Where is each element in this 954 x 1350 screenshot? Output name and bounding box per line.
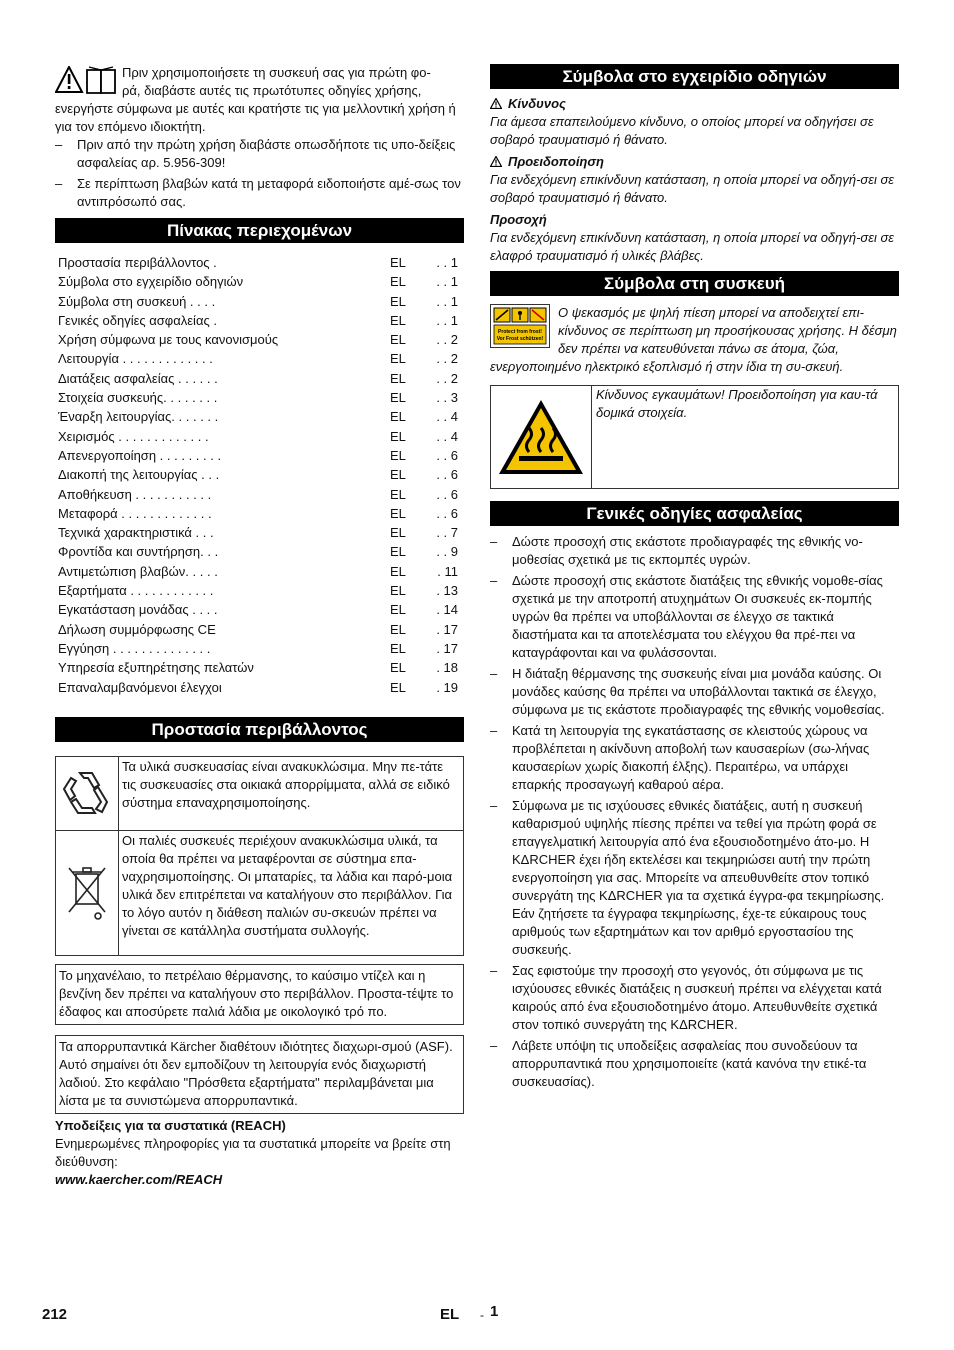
toc-title: Διακοπή της λειτουργίας . . .	[58, 467, 220, 483]
safety-item: – Δώστε προσοχή στις εκάστοτε διατάξεις της εθνικής νομοθε-σίας σχετικά με την αποτροπή ατυχημάτων Οι συσκευές εκ-πομπής υγρών θα πρέπει να υποβάλλονται σε έλεγχο σε τακτικά διαστήματα και τα αποτελέσματα του ελέγχου θα πρέ-πει να καταγράφονται και να φυλάσσονται.	[490, 572, 899, 662]
spray-warning-label-icon	[490, 304, 550, 348]
oil-notice-text: Το μηχανέλαιο, το πετρέλαιο θέρμανσης, το καύσιμο ντίζελ και η βενζίνη δεν πρέπει να καταλήγουν στο περιβάλλον. Προστα-τέψτε το έδαφος και αποσύρετε παλιά λάδια με οικολογικό τρό πο.	[59, 967, 454, 1019]
toc-lang: EL	[390, 660, 406, 676]
toc-lang: EL	[390, 293, 406, 309]
spray-warning-rest: ζώα, ενεργοποιημένο ηλεκτρικό εξοπλισμό ή στην ίδια τη συ-σκευή.	[490, 341, 844, 374]
manual-symbols-heading: Σύμβολα στο εγχειρίδιο οδηγιών	[490, 64, 899, 89]
toc-lang: EL	[390, 467, 406, 483]
toc-lang: EL	[390, 621, 406, 637]
detergent-notice-box	[55, 1035, 464, 1114]
intro-section	[55, 64, 464, 211]
footer-dash: -	[480, 1308, 484, 1322]
toc-page: . . 6	[436, 467, 458, 483]
toc-row[interactable]	[55, 504, 464, 523]
toc-row[interactable]	[55, 465, 464, 484]
toc-title: Φροντίδα και συντήρηση. . .	[58, 544, 219, 560]
spray-warning-text	[490, 304, 899, 376]
toc-row[interactable]	[55, 600, 464, 619]
toc-title: Επαναλαμβανόμενοι έλεγχοι	[58, 679, 222, 695]
safety-item: – Σας εφιστούμε την προσοχή στο γεγονός, ότι σύμφωνα με τις ισχύουσες εθνικές διατάξεις η συσκευή πρέπει να ελέγχεται κατά καιρούς από ένα εξουσιοδοτημένο άτομο. Απευθυνθείτε σχετικά στον τοπικό συνεργάτη της KΔRCHER.	[490, 962, 899, 1034]
warning-manual-icon	[55, 66, 117, 94]
toc-title: Προστασία περιβάλλοντος .	[58, 255, 217, 270]
recycle-text: Τα υλικά συσκευασίας είναι ανακυκλώσιμα. Μην πε-τάτε τις συσκευασίες στα οικιακά απορρίμματα, αλλά σε ειδικό σύστημα επαναχρησιμοποίησης.	[122, 758, 450, 810]
toc-lang: EL	[390, 370, 406, 386]
reach-text: Ενημερωμένες πληροφορίες για τα συστατικά μπορείτε να βρείτε στη διεύθυνση:	[55, 1135, 451, 1169]
toc-title: Σύμβολα στο εγχειρίδιο οδηγιών	[58, 274, 244, 290]
toc-row[interactable]	[55, 349, 464, 368]
toc-heading: Πίνακας περιεχομένων	[55, 218, 464, 243]
toc-title: Υπηρεσία εξυπηρέτησης πελατών	[58, 660, 254, 676]
crossed-bin-icon	[56, 831, 119, 955]
toc-lang: EL	[390, 312, 406, 328]
safety-item: – Λάβετε υπόψη τις υποδείξεις ασφαλείας που συνοδεύουν τα απορρυπαντικά που χρησιμοποιείτε (κατά κανόνα την ετικέ-τα συσκευασίας).	[490, 1037, 899, 1091]
reach-link[interactable]: www.kaercher.com/REACH	[55, 1171, 223, 1187]
toc-page: . . 6	[436, 505, 458, 521]
toc-title: Διατάξεις ασφαλείας . . . . . .	[58, 370, 218, 386]
left-column	[55, 64, 464, 1189]
detergent-notice-text: Τα απορρυπαντικά Kärcher διαθέτουν ιδιότητες διαχωρι-σμού (ASF). Αυτό σημαίνει ότι δεν εμποδίζουν τη λειτουργία ενός διαχωριστή λαδιού. Στο κεφάλαιο "Πρόσθετα εξαρτήματα" περιλαμβάνεται μια λίστα με τα συνιστώμενα απορρυπαντικά.	[59, 1038, 453, 1108]
hot-surface-text: Κίνδυνος εγκαυμάτων! Προειδοποίηση για καυ-τά δομικά στοιχεία.	[596, 387, 878, 420]
toc-row[interactable]	[55, 407, 464, 426]
toc-page: . . 1	[436, 274, 458, 290]
toc-page: . 19	[436, 679, 458, 695]
toc-row[interactable]	[55, 369, 464, 388]
oil-notice-box	[55, 964, 464, 1025]
toc-lang: EL	[390, 544, 406, 560]
toc-title: Χειρισμός . . . . . . . . . . . . .	[58, 428, 209, 444]
toc-page: . . 3	[436, 390, 458, 406]
toc-title: Δήλωση συμμόρφωσης CE	[58, 621, 216, 637]
toc-page: . 18	[436, 660, 458, 676]
toc-page: . . 6	[436, 486, 458, 502]
safety-heading: Γενικές οδηγίες ασφαλείας	[490, 501, 899, 526]
safety-list	[490, 533, 899, 1091]
toc-title: Εξαρτήματα . . . . . . . . . . . .	[58, 583, 214, 599]
toc-row[interactable]	[55, 658, 464, 677]
toc-row[interactable]	[55, 678, 464, 697]
toc-page: . . 1	[436, 312, 458, 328]
toc-page: . 11	[437, 563, 458, 579]
toc-row[interactable]	[55, 523, 464, 542]
toc-title: Αντιμετώπιση βλαβών. . . . .	[58, 563, 218, 579]
toc-lang: EL	[390, 563, 406, 579]
toc-row[interactable]	[55, 388, 464, 407]
toc-page: . . 6	[436, 447, 458, 463]
device-symbols-heading: Σύμβολα στη συσκευή	[490, 271, 899, 296]
safety-item: – Η διάταξη θέρμανσης της συσκευής είναι μια μονάδα καύσης. Οι μονάδες καύσης θα πρέπει να υποβάλλονται τακτικά σε έλεγχο, σύμφωνα με τις εκάστοτε προδιαγραφές της εθνικής νομοθεσίας.	[490, 665, 899, 719]
toc-lang: EL	[390, 505, 406, 521]
toc-row[interactable]	[55, 581, 464, 600]
toc-title: Αποθήκευση . . . . . . . . . . .	[58, 486, 212, 502]
toc-title: Στοιχεία συσκευής. . . . . . . .	[58, 390, 218, 406]
toc-row[interactable]	[55, 330, 464, 349]
footer-language: EL	[440, 1306, 460, 1323]
recycle-row	[56, 757, 463, 831]
toc-page: . . 1	[436, 293, 458, 309]
toc-title: Γενικές οδηγίες ασφαλείας .	[58, 312, 217, 328]
toc-lang: EL	[390, 640, 406, 656]
toc-title: Χρήση σύμφωνα με τους κανονισμούς	[58, 332, 279, 348]
safety-item: – Κατά τη λειτουργία της εγκατάστασης σε κλειστούς χώρους να προβλέπεται η ακίνδυνη αποβολή των καυσαερίων (σω-λήνας καυσαερίων χωρίς διακοπή έλξης). Περαιτέρω, να υπάρχει επαρκής προσαγωγή καθαρού αέρα.	[490, 722, 899, 794]
label-line-1: Protect from frost!	[498, 329, 542, 335]
toc-page: . . 7	[436, 525, 458, 541]
environment-table	[55, 756, 464, 956]
toc-page: . 14	[436, 602, 458, 618]
caution-title: Προσοχή	[490, 212, 547, 227]
toc-lang: EL	[390, 583, 406, 599]
weee-text: Οι παλιές συσκευές περιέχουν ανακυκλώσιμα υλικά, τα οποία θα πρέπει να μεταφέρονται σε σύστημα επα-ναχρησιμοποίησης. Οι μπαταρίες, τα λάδια και παρό-μοια υλικά δεν επιτρέπεται να καταλήγουν στο περιβάλλον. Για το λόγο αυτόν η διάθεση παλιών συ-σκευών πρέπει να γίνεται σε κατάλληλα συστήματα συλλογής.	[122, 832, 453, 938]
right-column	[490, 64, 899, 1094]
warning-title-text: Προειδοποίηση	[508, 154, 604, 169]
toc-row[interactable]	[55, 620, 464, 639]
danger-title-text: Κίνδυνος	[508, 96, 566, 111]
label-line-2: Vor Frost schützen!	[496, 336, 544, 342]
toc-title: Τεχνικά χαρακτηριστικά . . .	[58, 525, 214, 541]
toc-row[interactable]	[55, 253, 464, 272]
toc-page: . 17	[436, 640, 458, 656]
toc-lang: EL	[390, 486, 406, 502]
intro-line-1: Πριν χρησιμοποιήσετε τη συσκευή σας για πρώτη φο-	[122, 65, 431, 80]
toc-lang: EL	[390, 351, 406, 367]
intro-line-3: ενεργήστε σύμφωνα με αυτές και κρατήστε τις για μελλοντική χρήση ή για τον επόμενο ιδιοκτήτη.	[55, 101, 456, 134]
toc-lang: EL	[390, 679, 406, 695]
warning-title	[490, 153, 899, 171]
safety-item: – Σύμφωνα με τις ισχύουσες εθνικές διατάξεις, αυτή η συσκευή καθαρισμού υψηλής πίεσης πρέπει να τεθεί για πρώτη φορά σε επαγγελματική λειτουργία από ένα εξουσιοδοτημένο άτο-μο. Η KΔRCHER έχει ήδη εκτελέσει και τεκμηριώσει αυτή την πρώτη ενεργοποίηση για σας. Μπορείτε να απευθυνθείτε στον τοπικό συνεργάτη της KΔRCHER για τα σχετικά έγγρα-φα τεκμηρίωσης. Εάν ζητήσετε τα έγγραφα τεκμηρίωσης, έχε-τε εύκαιρους τους αριθμούς των εξαρτημάτων και τον αριθμό εργοστασίου της συσκευής.	[490, 797, 899, 959]
page-number: 212	[42, 1306, 68, 1323]
toc-row[interactable]	[55, 485, 464, 504]
toc-page: . . 2	[436, 332, 458, 348]
intro-line-2: ρά, διαβάστε αυτές τις πρωτότυπες οδηγίες χρήσης,	[122, 83, 422, 98]
toc-lang: EL	[390, 447, 406, 463]
toc-row[interactable]	[55, 562, 464, 581]
warning-triangle-icon	[490, 98, 502, 109]
spray-warning-first: Ο ψεκασμός με ψηλή πίεση μπορεί να αποδειχτεί επι-κίνδυνος σε περίπτωση μη προσήκουσας χρήσης. Η δέσμη δεν πρέπει να κατευθύνεται πάνω σε άτομα,	[558, 305, 897, 356]
toc-row[interactable]	[55, 639, 464, 658]
warning-triangle-icon	[490, 156, 502, 167]
toc-page: . . 4	[436, 409, 458, 425]
hot-surface-table	[490, 385, 899, 489]
weee-row	[56, 831, 463, 955]
hot-surface-icon	[491, 386, 592, 488]
toc-lang: EL	[390, 428, 406, 444]
toc-page: . . 4	[436, 428, 458, 444]
toc-row[interactable]	[55, 446, 464, 465]
toc-page: . . 2	[436, 370, 458, 386]
toc-lang: EL	[390, 332, 406, 348]
toc-title: Μεταφορά . . . . . . . . . . . . .	[58, 505, 212, 521]
toc-page: . . 2	[436, 351, 458, 367]
toc-lang: EL	[390, 274, 406, 290]
intro-bullet: – Σε περίπτωση βλαβών κατά τη μεταφορά ειδοποιήστε αμέ-σως τον αντιπρόσωπό σας.	[55, 175, 464, 211]
toc-lang: EL	[390, 390, 406, 406]
toc-row[interactable]	[55, 427, 464, 446]
toc-page: . . 1	[436, 255, 458, 270]
toc-lang: EL	[390, 602, 406, 618]
toc-row[interactable]	[55, 292, 464, 311]
warning-text: Για ενδεχόμενη επικίνδυνη κατάσταση, η οποία μπορεί να οδηγή-σει σε σοβαρό τραυματισμό ή θάνατο.	[490, 172, 895, 205]
toc-row[interactable]	[55, 272, 464, 291]
toc-page: . 17	[436, 621, 458, 637]
toc-page: . 13	[436, 583, 458, 599]
toc-row[interactable]	[55, 542, 464, 561]
danger-title	[490, 95, 899, 113]
safety-item: – Δώστε προσοχή στις εκάστοτε προδιαγραφές της εθνικής νο-μοθεσίας σχετικά με τις εκπομπές υγρών.	[490, 533, 899, 569]
toc-lang: EL	[390, 409, 406, 425]
toc-title: Λειτουργία . . . . . . . . . . . . .	[58, 351, 213, 367]
reach-title: Υποδείξεις για τα συστατικά (REACH)	[55, 1117, 286, 1133]
page-footer	[0, 1303, 954, 1330]
toc-title: Εγγύηση . . . . . . . . . . . . . .	[58, 640, 211, 656]
spray-warning-block	[490, 304, 899, 376]
footer-subpage: 1	[490, 1303, 499, 1320]
toc-page: . . 9	[436, 544, 458, 560]
toc-list	[55, 253, 464, 697]
danger-text: Για άμεσα επαπειλούμενο κίνδυνο, ο οποίος μπορεί να οδηγήσει σε σοβαρό τραυματισμό ή θάνατο.	[490, 114, 874, 147]
recycling-icon	[56, 757, 119, 830]
toc-title: Απενεργοποίηση . . . . . . . . .	[58, 447, 222, 463]
toc-title: Σύμβολα στη συσκευή . . . .	[58, 293, 216, 309]
toc-lang: EL	[390, 255, 406, 270]
toc-row[interactable]	[55, 311, 464, 330]
toc-title: Εγκατάσταση μονάδας . . . .	[58, 602, 218, 618]
environment-heading: Προστασία περιβάλλοντος	[55, 717, 464, 742]
caution-text: Για ενδεχόμενη επικίνδυνη κατάσταση, η οποία μπορεί να οδηγή-σει σε ελαφρό τραυματισμό ή υλικές βλάβες.	[490, 230, 895, 263]
toc-title: Έναρξη λειτουργίας. . . . . . .	[58, 409, 219, 425]
intro-bullet: – Πριν από την πρώτη χρήση διαβάστε οπωσδήποτε τις υπο-δείξεις ασφαλείας αρ. 5.956-309!	[55, 136, 464, 172]
toc-lang: EL	[390, 525, 406, 541]
